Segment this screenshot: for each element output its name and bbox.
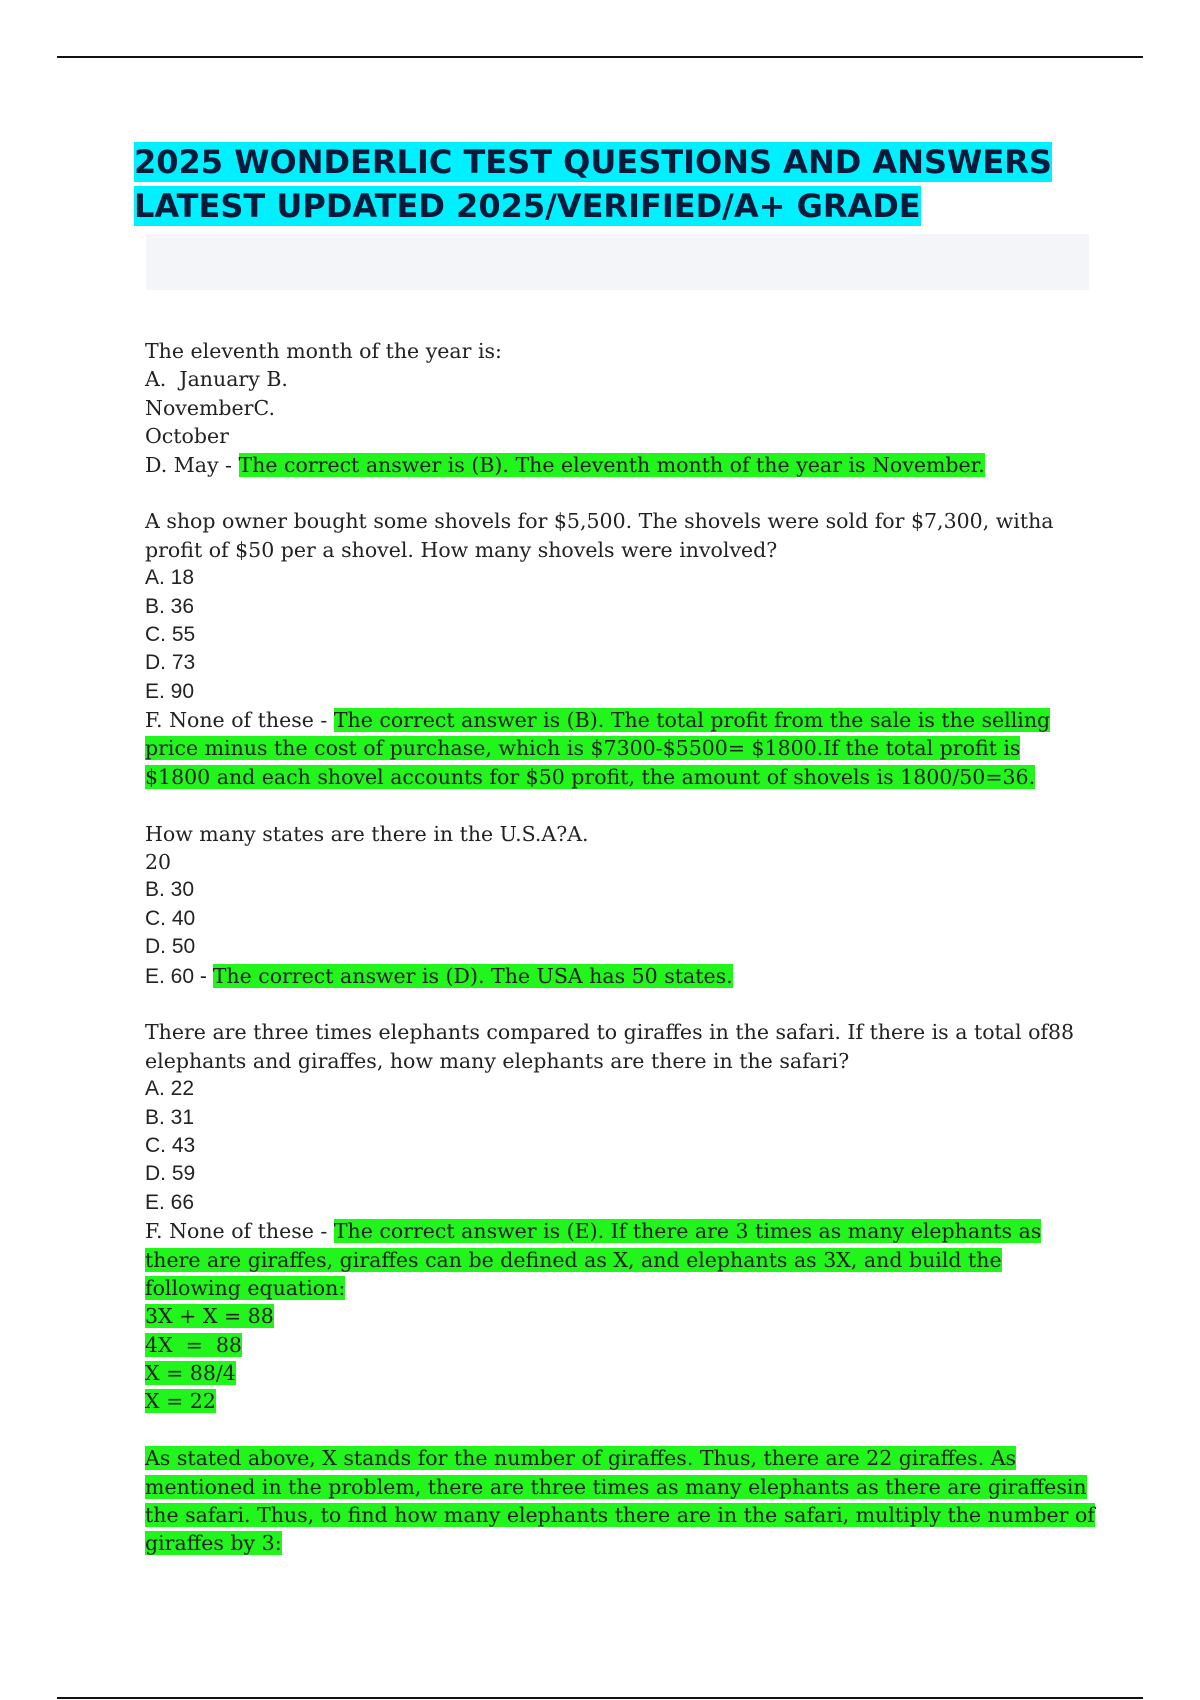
q4-equation-2: 4X = 88 xyxy=(145,1332,242,1357)
q2-answer-line-1: The correct answer is (B). The total profit from the sale is the selling xyxy=(333,708,1051,733)
q4-answer-line-2: there are giraffes, giraffes can be defined as X, and elephants as 3X, and build the xyxy=(145,1247,1002,1272)
q4-explanation-line-2: mentioned in the problem, there are three times as many elephants as there are giraffesin xyxy=(145,1474,1087,1499)
q2-last-line xyxy=(145,706,1095,734)
q2-option: B. 36 xyxy=(145,594,195,618)
q4-equation-3: X = 88/4 xyxy=(145,1361,236,1386)
q4-answer-line-3: following equation: xyxy=(145,1275,346,1300)
q4-explanation-line-1: As stated above, X stands for the number of giraffes. Thus, there are 22 giraffes. As xyxy=(145,1446,1017,1471)
q2-option: C. 55 xyxy=(145,622,196,646)
q3-question: How many states are there in the U.S.A?A. xyxy=(145,821,589,846)
document-body xyxy=(145,337,1095,1558)
q1-answer: The correct answer is (B). The eleventh month of the year is November. xyxy=(238,452,985,477)
q4-answer-line-1: The correct answer is (E). If there are 3 times as many elephants as xyxy=(333,1219,1042,1244)
q2-question-line-2: profit of $50 per a shovel. How many shovels were involved? xyxy=(145,537,778,562)
q1-line-a: A. January B. xyxy=(145,367,288,392)
q4-option: E. 66 xyxy=(145,1190,195,1214)
document-title xyxy=(134,140,1074,228)
q3-last-line xyxy=(145,962,1095,990)
q3-line-a: 20 xyxy=(145,850,172,875)
q1-line-d xyxy=(145,451,1095,479)
q1-question: The eleventh month of the year is: xyxy=(145,339,502,363)
q4-explanation-line-4: giraffes by 3: xyxy=(145,1531,282,1556)
q2-option: D. 73 xyxy=(145,651,196,675)
q4-option: D. 59 xyxy=(145,1162,196,1186)
q2-answer-line-2: price minus the cost of purchase, which is $7300-$5500= $1800.If the total profit is xyxy=(145,736,1021,761)
q4-option: B. 31 xyxy=(145,1105,195,1129)
q4-question-line-1: There are three times elephants compared to giraffes in the safari. If there is a total of88 xyxy=(145,1020,1075,1045)
q4-equation-4: X = 22 xyxy=(145,1389,216,1414)
q3-option: C. 40 xyxy=(145,906,196,930)
q3-option: B. 30 xyxy=(145,878,195,902)
q1-line-b: NovemberC. xyxy=(145,395,275,420)
q4-option-f: F. None of these - xyxy=(145,1219,334,1244)
q2-option: A. 18 xyxy=(145,566,195,590)
q4-option: A. 22 xyxy=(145,1077,195,1101)
blank-band xyxy=(146,234,1089,290)
q1-option-d: D. May - xyxy=(145,452,239,477)
q1-line-c: October xyxy=(145,424,229,449)
bottom-rule xyxy=(57,1697,1143,1699)
q4-explanation-line-3: the safari. Thus, to find how many elephants there are in the safari, multiply the number of xyxy=(145,1503,1095,1528)
q3-option-e: E. 60 - xyxy=(145,964,213,988)
title-line-1: 2025 WONDERLIC TEST QUESTIONS AND ANSWERS xyxy=(134,143,1052,181)
q3-option: D. 50 xyxy=(145,935,196,959)
q2-question-line-1: A shop owner bought some shovels for $5,500. The shovels were sold for $7,300, witha xyxy=(145,509,1054,534)
title-line-2: LATEST UPDATED 2025/VERIFIED/A+ GRADE xyxy=(134,187,921,225)
q4-question-line-2: elephants and giraffes, how many elephants are there in the safari? xyxy=(145,1048,850,1073)
q4-equation-1: 3X + X = 88 xyxy=(145,1304,274,1329)
q4-last-line xyxy=(145,1217,1095,1245)
q3-answer: The correct answer is (D). The USA has 50 states. xyxy=(212,963,733,988)
top-rule xyxy=(57,56,1143,58)
q4-option: C. 43 xyxy=(145,1133,196,1157)
q2-answer-line-3: $1800 and each shovel accounts for $50 profit, the amount of shovels is 1800/50=36. xyxy=(145,764,1036,789)
q2-option: E. 90 xyxy=(145,679,195,703)
q2-option-f: F. None of these - xyxy=(145,708,334,733)
